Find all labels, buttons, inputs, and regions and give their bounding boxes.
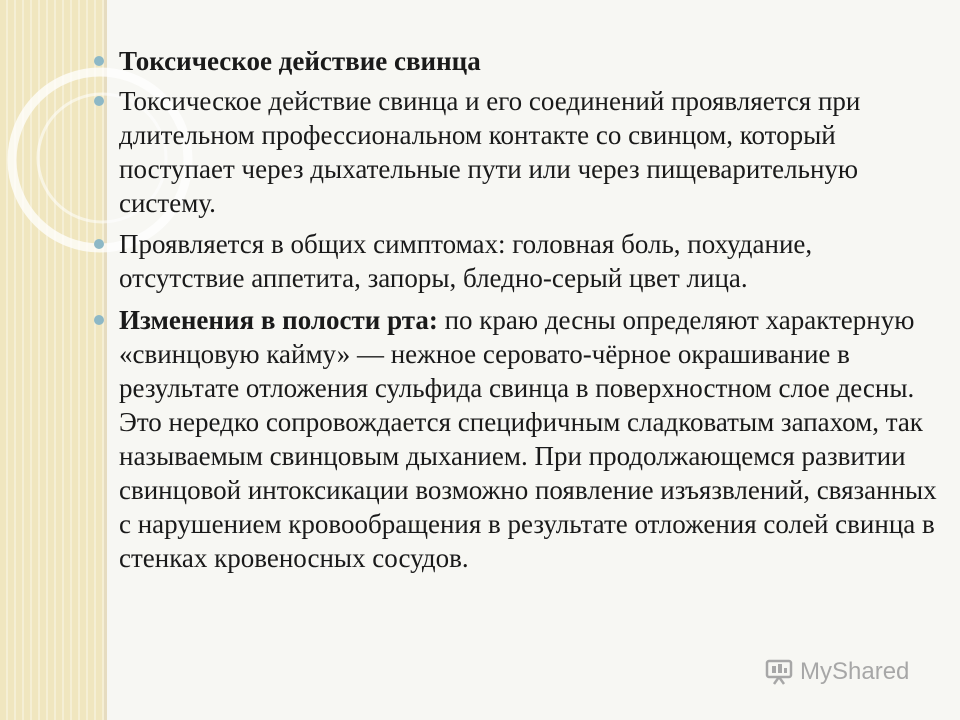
- myshared-watermark: [764, 658, 909, 686]
- watermark-text: MyShared: [800, 658, 910, 685]
- bullet-text: Проявляется в общих симптомах: головная боль, похудание, отсутствие аппетита, запоры, бледно-серый цвет лица.: [119, 229, 813, 293]
- bullet-icon: [94, 56, 104, 66]
- bullet-item-symptoms: [92, 227, 942, 295]
- bullet-bold-text: Токсическое действие свинца: [119, 46, 481, 76]
- bullet-bold-text: Изменения в полости рта:: [119, 305, 438, 335]
- bullet-item-title: [92, 44, 942, 78]
- bullet-text: Токсическое действие свинца и его соединений проявляется при длительном профессиональном контакте со свинцом, который поступает через дыхательные пути или через пищеварительную систему.: [119, 86, 861, 218]
- bullet-icon: [94, 96, 104, 106]
- bullet-item-description: [92, 84, 942, 220]
- bullet-icon: [94, 315, 104, 325]
- bullet-item-oral-changes: [92, 303, 942, 575]
- slide-content: [92, 44, 942, 575]
- presentation-board-icon: [764, 658, 794, 686]
- bullet-text: по краю десны определяют характерную «свинцовую кайму» — нежное серовато-чёрное окрашивание в результате отложения сульфида свинца в поверхностном слое десны. Это нередко сопровождается специфичным сладковатым запахом, так называемым свинцовым дыханием. При продолжающемся развитии свинцовой интоксикации возможно появление изъязвлений, связанных с нарушением кровообращения в результате отложения солей свинца в стенках кровеносных сосудов.: [119, 305, 937, 573]
- bullet-list: [92, 44, 942, 575]
- bullet-icon: [94, 239, 104, 249]
